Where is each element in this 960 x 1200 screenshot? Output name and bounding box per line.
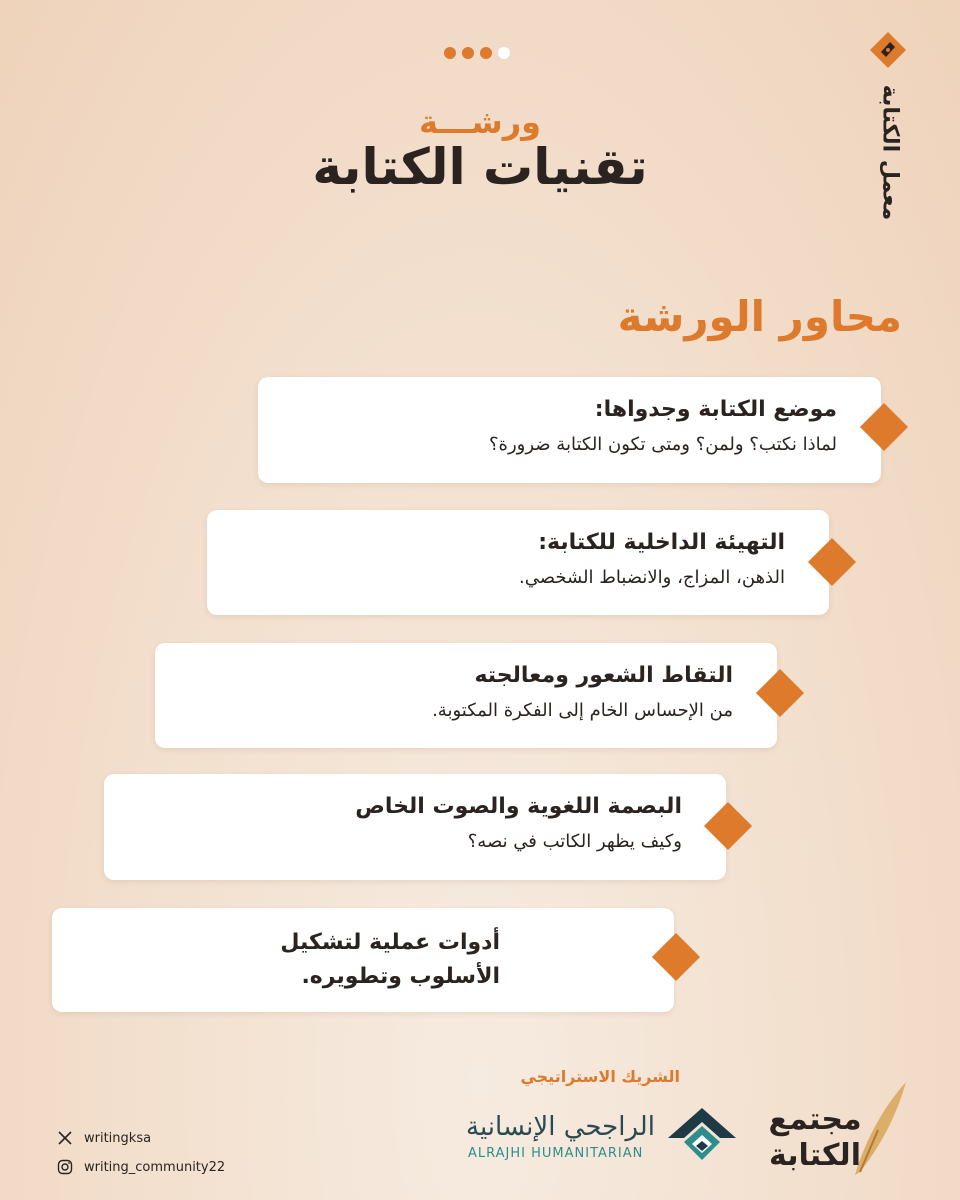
section-title: محاور الورشة: [617, 292, 902, 341]
pagination-dot: [480, 47, 492, 59]
topic-subtitle: الذهن، المزاج، والانضباط الشخصي.: [519, 567, 785, 588]
topic-card: [155, 643, 777, 748]
alrajhi-logo-icon: [666, 1104, 738, 1170]
pen-nib-icon: [868, 30, 908, 70]
topic-card: [207, 510, 829, 615]
partner-name-arabic: الراجحي الإنسانية: [466, 1112, 655, 1142]
topic-subtitle: لماذا نكتب؟ ولمن؟ ومتى تكون الكتابة ضرورة؟: [489, 434, 837, 455]
social-instagram[interactable]: [56, 1158, 225, 1176]
brand-name: معمل الكتابة: [877, 84, 903, 221]
pagination-dot: [498, 47, 510, 59]
topic-heading: أدوات عملية لتشكيل: [280, 930, 500, 955]
topic-subtitle: من الإحساس الخام إلى الفكرة المكتوبة.: [432, 700, 733, 721]
partner-name-english: ALRAJHI HUMANITARIAN: [468, 1146, 644, 1161]
social-x[interactable]: [56, 1129, 151, 1147]
instagram-handle: writing_community22: [84, 1159, 226, 1175]
partner-label: الشريك الاستراتيجي: [520, 1067, 680, 1086]
pagination-dot: [462, 47, 474, 59]
pagination-dots: [444, 47, 510, 59]
topic-card: [52, 908, 674, 1012]
topic-heading-continued: الأسلوب وتطويره.: [301, 964, 500, 989]
workshop-kicker: ورشـــة: [419, 103, 541, 141]
topic-heading: موضع الكتابة وجدواها:: [594, 397, 837, 422]
instagram-icon: [56, 1158, 74, 1176]
x-logo-icon: [56, 1129, 74, 1147]
community-logo: [760, 1080, 910, 1180]
topic-card: [258, 377, 881, 483]
topic-subtitle: وكيف يظهر الكاتب في نصه؟: [467, 831, 682, 852]
topic-heading: التهيئة الداخلية للكتابة:: [538, 530, 785, 555]
x-handle: writingksa: [84, 1130, 152, 1146]
topic-heading: البصمة اللغوية والصوت الخاص: [355, 794, 682, 819]
topic-card: [104, 774, 726, 880]
community-logo-text: مجتمع الكتابة: [768, 1102, 862, 1173]
pagination-dot: [444, 47, 456, 59]
topic-heading: التقاط الشعور ومعالجته: [474, 663, 733, 688]
page-title: تقنيات الكتابة: [312, 138, 648, 196]
